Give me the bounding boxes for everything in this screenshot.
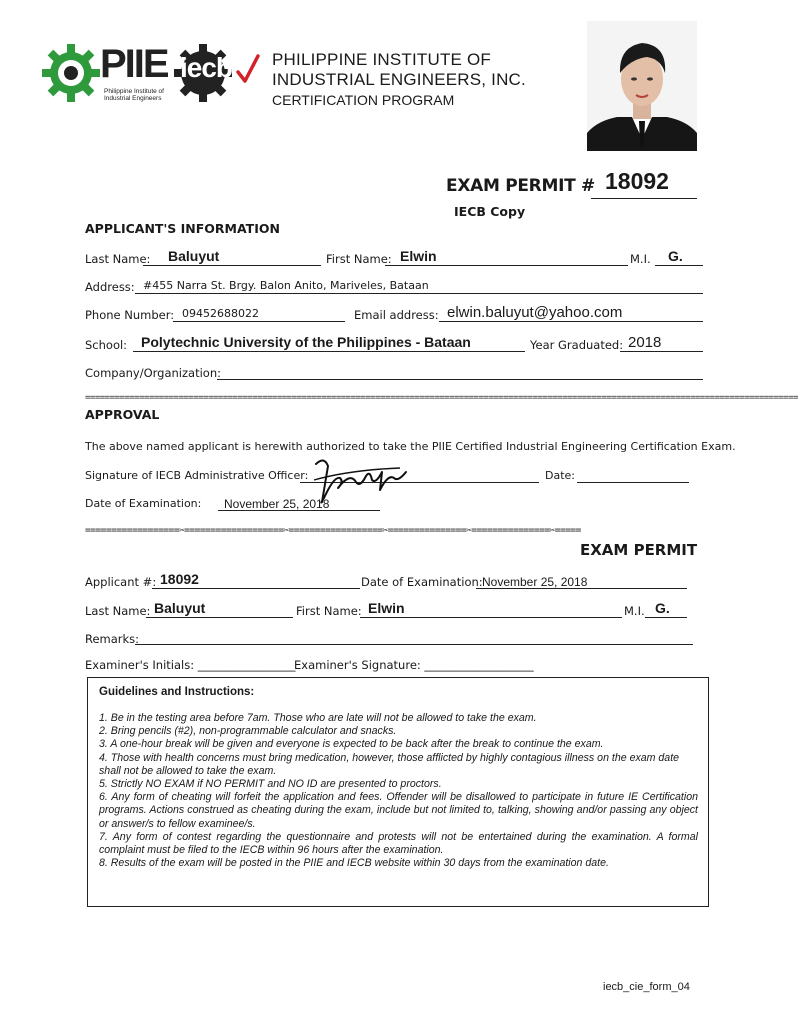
remarks-label: Remarks: — [85, 632, 140, 646]
guideline-item: 2. Bring pencils (#2), non-programmable calculator and snacks. — [99, 725, 397, 738]
examiner-signature-label: Examiner's Signature: ___________________ — [294, 658, 534, 672]
iecb-logo-text: iecb — [180, 52, 233, 83]
guideline-item: 8. Results of the exam will be posted in the PIIE and IECB website within 30 days from the examination date. — [99, 857, 609, 870]
approval-statement: The above named applicant is herewith authorized to take the PIIE Certified Industrial Engineering Certification Exam. — [85, 440, 736, 453]
first-name-label: First Name: — [326, 252, 392, 266]
approval-date-line — [577, 482, 689, 483]
phone-line — [173, 321, 345, 322]
guidelines-box — [87, 677, 709, 907]
stub-first-name-label: First Name: — [296, 604, 362, 618]
divider-approval: ================================================================================================================================================= — [85, 393, 798, 403]
exam-date-value: November 25, 2018 — [224, 497, 330, 511]
applicant-section-title: APPLICANT'S INFORMATION — [85, 221, 280, 236]
year-value: 2018 — [628, 334, 662, 351]
piie-logo-subtitle: Philippine Institute of Industrial Engineers — [104, 88, 164, 102]
org-name-line2: INDUSTRIAL ENGINEERS, INC. — [272, 70, 526, 89]
stub-exam-date-label: Date of Examination: — [361, 575, 483, 589]
stub-mi-value: G. — [655, 600, 670, 616]
address-label: Address: — [85, 280, 135, 294]
guideline-item: 4. Those with health concerns must bring medication, however, those afflicted by highly contagious illness on the exam date shall not be allowed to take the exam. — [99, 751, 680, 777]
gear-icon — [40, 42, 102, 104]
stub-last-name-label: Last Name: — [85, 604, 151, 618]
examiner-initials-label: Examiner's Initials: _________________ — [85, 658, 296, 672]
stub-exam-date-value: November 25, 2018 — [482, 575, 588, 589]
permit-copy-label: IECB Copy — [454, 204, 526, 219]
piie-logo — [40, 40, 190, 108]
guideline-item: 3. A one-hour break will be given and everyone is expected to be back after the break to continue the exam. — [99, 738, 604, 751]
stub-applicant-no-value: 18092 — [160, 571, 199, 587]
phone-label: Phone Number: — [85, 308, 175, 322]
email-value: elwin.baluyut@yahoo.com — [447, 304, 623, 321]
piie-logo-text: PIIE — [100, 42, 168, 86]
remarks-line — [135, 644, 693, 645]
stub-mi-line — [645, 617, 687, 618]
school-line — [133, 351, 525, 352]
phone-value: 09452688022 — [182, 307, 259, 320]
last-name-line — [143, 265, 321, 266]
stub-applicant-no-line — [152, 588, 360, 589]
first-name-value: Elwin — [400, 248, 437, 264]
guideline-item: 7. Any form of contest regarding the questionnaire and protests will not be entertained during the examination. A formal complaint must be filed to the IECB within 96 hours after the examination. — [99, 830, 698, 857]
exam-date-line — [218, 510, 380, 511]
year-label: Year Graduated: — [530, 338, 624, 352]
org-name-line1: PHILIPPINE INSTITUTE OF — [272, 50, 492, 69]
school-label: School: — [85, 338, 128, 352]
company-label: Company/Organization: — [85, 366, 221, 380]
mi-value: G. — [668, 248, 683, 264]
approval-title: APPROVAL — [85, 407, 160, 422]
stub-exam-date-line — [476, 588, 687, 589]
stub-title: EXAM PERMIT — [580, 541, 698, 559]
guideline-item: 1. Be in the testing area before 7am. Those who are late will not be allowed to take the exam. — [99, 712, 537, 724]
last-name-label: Last Name: — [85, 252, 151, 266]
stub-last-name-value: Baluyut — [154, 600, 206, 616]
last-name-value: Baluyut — [168, 248, 220, 264]
approval-date-label: Date: — [545, 469, 575, 482]
stub-mi-label: M.I. — [624, 604, 645, 618]
exam-date-label: Date of Examination: — [85, 497, 202, 510]
address-line — [135, 293, 703, 294]
cut-line: ==================✂===================✂==================✂===============✂===============✂===== — [85, 525, 581, 536]
person-portrait-icon — [587, 21, 697, 151]
email-line — [439, 321, 703, 322]
mi-line — [655, 265, 703, 266]
permit-number-line — [591, 198, 697, 199]
mi-label: M.I. — [630, 252, 651, 266]
iecb-logo — [172, 40, 262, 102]
stub-applicant-no-label: Applicant #: — [85, 575, 157, 589]
school-value: Polytechnic University of the Philippines - Bataan — [141, 334, 471, 350]
stub-first-name-line — [360, 617, 622, 618]
form-code: iecb_cie_form_04 — [603, 981, 690, 993]
checkmark-icon — [236, 54, 260, 84]
company-line — [217, 379, 703, 380]
permit-title: EXAM PERMIT # — [446, 176, 595, 196]
email-label: Email address: — [354, 308, 439, 322]
permit-number: 18092 — [605, 168, 669, 194]
officer-signature-label: Signature of IECB Administrative Officer: — [85, 469, 309, 482]
org-program: CERTIFICATION PROGRAM — [272, 92, 455, 108]
guideline-item: 6. Any form of cheating will forfeit the application and fees. Offender will be disallowed to participate in future IE Certification programs. Actions construed as cheating during the exam, include but not limited to, talking, showing and/or passing any object or answer/s to fellow examinee/s. — [99, 791, 698, 830]
applicant-photo — [587, 21, 697, 151]
stub-first-name-value: Elwin — [368, 600, 405, 616]
year-line — [620, 351, 703, 352]
guidelines-title: Guidelines and Instructions: — [99, 686, 255, 698]
first-name-line — [385, 265, 628, 266]
guideline-item: 5. Strictly NO EXAM if NO PERMIT and NO ID are presented to proctors. — [99, 778, 442, 791]
address-value: #455 Narra St. Brgy. Balon Anito, Mariveles, Bataan — [143, 279, 429, 292]
stub-last-name-line — [146, 617, 293, 618]
